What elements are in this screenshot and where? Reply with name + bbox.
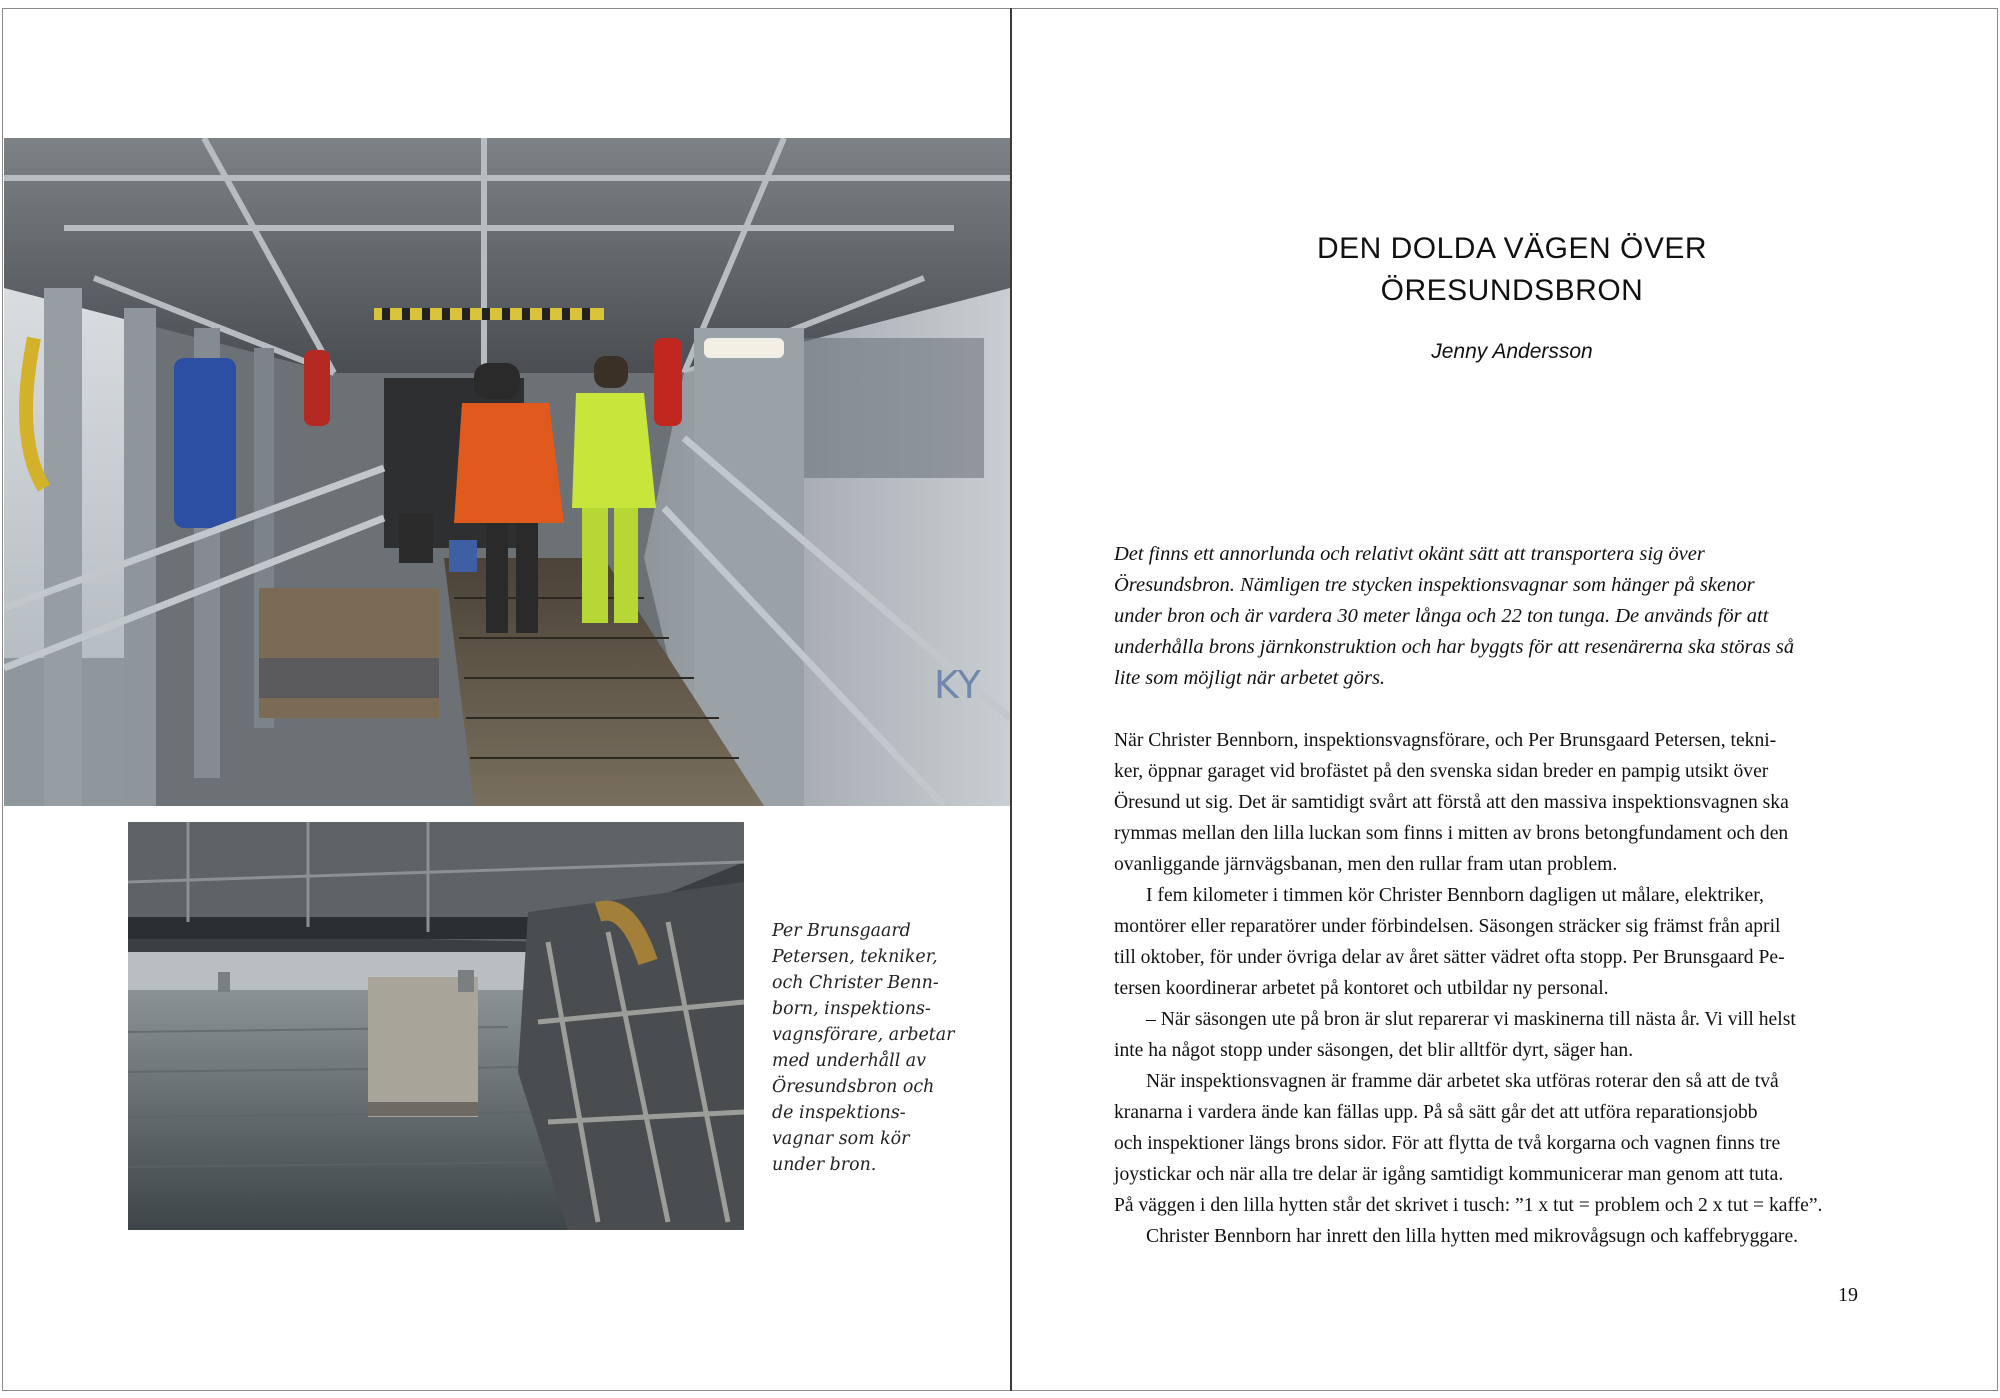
- top-border: [2, 8, 1998, 9]
- article-title: [1212, 228, 1812, 312]
- body-line: joystickar och när alla tre delar är igång samtidigt kommunicerar man genom att tuta.: [1114, 1164, 1784, 1185]
- caption-line: Per Brunsgaard: [772, 921, 911, 941]
- caption-line: born, inspektions-: [772, 999, 931, 1019]
- article-lead: [1114, 539, 1874, 694]
- body-line: I fem kilometer i timmen kör Christer Bennborn dagligen ut målare, elektriker,: [1146, 885, 1764, 906]
- body-line: tersen koordinerar arbetet på kontoret och utbildar ny personal.: [1114, 978, 1609, 999]
- photo-inspection-walkway-icon: [4, 138, 1010, 806]
- lead-line: Öresundsbron. Nämligen tre stycken inspektionsvagnar som hänger på skenor: [1114, 574, 1755, 596]
- body-line: rymmas mellan den lilla luckan som finns i mitten av brons betongfundament och den: [1114, 823, 1789, 844]
- body-line: ker, öppnar garaget vid brofästet på den svenska sidan breder en pampig utsikt över: [1114, 761, 1769, 782]
- body-line: ovanliggande järnvägsbanan, men den rullar fram utan problem.: [1114, 854, 1618, 875]
- body-line: På väggen i den lilla hytten står det skrivet i tusch: ”1 x tut = problem och 2 x tut = kaffe”.: [1114, 1195, 1823, 1216]
- svg-text:KY: KY: [934, 663, 981, 707]
- caption-line: vagnsförare, arbetar: [772, 1025, 955, 1045]
- lead-line: Det finns ett annorlunda och relativt okänt sätt att transportera sig över: [1114, 543, 1705, 565]
- photo-under-bridge-icon: [128, 822, 744, 1230]
- page-number: 19: [1838, 1284, 1858, 1306]
- lead-line: underhålla brons järnkonstruktion och har byggts för att resenärerna ska störas så: [1114, 636, 1795, 658]
- body-line: montörer eller reparatörer under förbindelsen. Säsongen sträcker sig främst från april: [1114, 916, 1781, 937]
- bottom-border: [2, 1390, 1998, 1391]
- caption-line: Öresundsbron och: [772, 1077, 935, 1097]
- body-line: inte ha något stopp under säsongen, det blir alltför dyrt, säger han.: [1114, 1040, 1634, 1061]
- caption-line: och Christer Benn-: [772, 973, 939, 993]
- article-body: [1114, 725, 1874, 1252]
- body-line: Öresund ut sig. Det är samtidigt svårt att förstå att den massiva inspektionsvagnen ska: [1114, 792, 1789, 813]
- caption-line: de inspektions-: [772, 1103, 906, 1123]
- gutter-line: [1010, 8, 1012, 1391]
- article-author: Jenny Andersson: [1431, 340, 1593, 363]
- title-line: DEN DOLDA VÄGEN ÖVER: [1316, 232, 1708, 265]
- lead-line: lite som möjligt när arbetet görs.: [1114, 667, 1386, 689]
- body-line: – När säsongen ute på bron är slut reparerar vi maskinerna till nästa år. Vi vill helst: [1146, 1009, 1796, 1030]
- caption-line: med underhåll av: [772, 1051, 926, 1071]
- caption-line: Petersen, tekniker,: [772, 947, 938, 967]
- right-border: [1997, 8, 1998, 1391]
- body-line: När inspektionsvagnen är framme där arbetet ska utföras roterar den så att de två: [1146, 1071, 1779, 1092]
- body-line: Christer Bennborn har inrett den lilla hytten med mikrovågsugn och kaffebryggare.: [1146, 1226, 1799, 1247]
- caption-line: under bron.: [772, 1155, 877, 1175]
- caption-line: vagnar som kör: [772, 1129, 910, 1149]
- lead-line: under bron och är vardera 30 meter långa och 22 ton tunga. De används för att: [1114, 605, 1769, 627]
- body-line: och inspektioner längs brons sidor. För att flytta de två korgarna och vagnen finns tre: [1114, 1133, 1781, 1154]
- body-line: När Christer Bennborn, inspektionsvagnsförare, och Per Brunsgaard Petersen, tekni-: [1114, 730, 1777, 751]
- left-border: [2, 8, 3, 1391]
- body-line: kranarna i vardera ände kan fällas upp. På så sätt går det att utföra reparationsjobb: [1114, 1102, 1758, 1123]
- photo-caption: [772, 918, 962, 1178]
- body-line: till oktober, för under övriga delar av året sätter vädret ofta stopp. Per Brunsgaard Pe-: [1114, 947, 1785, 968]
- title-line: ÖRESUNDSBRON: [1380, 274, 1644, 307]
